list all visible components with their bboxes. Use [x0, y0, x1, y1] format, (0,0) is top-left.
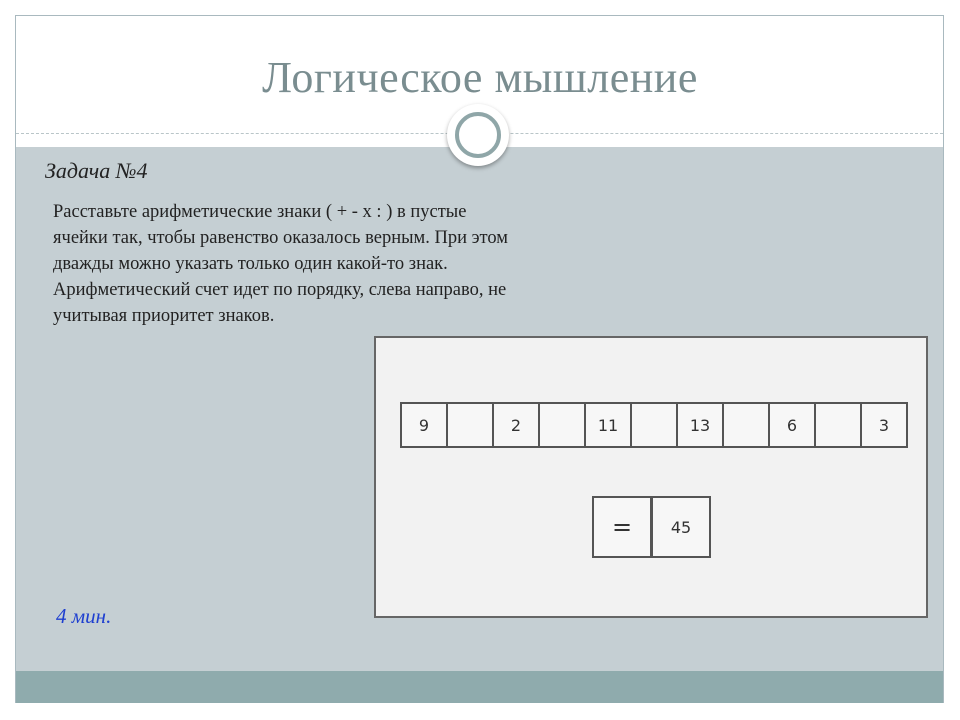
- task-description: Расставьте арифметические знаки ( + - х : ) в пустые ячейки так, чтобы равенство оказалось верным. При этом дважды можно указать только один какой-то знак. Арифметический счет идет по порядку, слева направо, не учитывая приоритет знаков.: [53, 202, 509, 326]
- puzzle-operator-cell: [722, 404, 768, 446]
- ring-inner: [455, 112, 501, 158]
- puzzle-figure: [374, 336, 928, 618]
- puzzle-number-cell: 3: [860, 404, 906, 446]
- puzzle-number-cell: 11: [584, 404, 630, 446]
- footer-band: [16, 671, 943, 703]
- puzzle-operator-cell: [446, 404, 492, 446]
- puzzle-number-cell: 2: [492, 404, 538, 446]
- page-title: Логическое мышление: [262, 53, 698, 102]
- puzzle-operator-cell: [630, 404, 676, 446]
- puzzle-cells-row: [400, 402, 908, 448]
- puzzle-number-cell: 13: [676, 404, 722, 446]
- task-heading: Задача №4: [45, 158, 148, 183]
- puzzle-number-cell: 9: [418, 415, 430, 435]
- result-cell: 45: [650, 498, 709, 556]
- puzzle-number-cell: 6: [768, 404, 814, 446]
- timer-label: 4 мин.: [56, 604, 112, 628]
- equals-sign-cell: =: [611, 513, 633, 541]
- ring-ornament-icon: [447, 104, 509, 166]
- puzzle-operator-cell: [538, 404, 584, 446]
- puzzle-result-row: [592, 496, 711, 558]
- puzzle-operator-cell: [814, 404, 860, 446]
